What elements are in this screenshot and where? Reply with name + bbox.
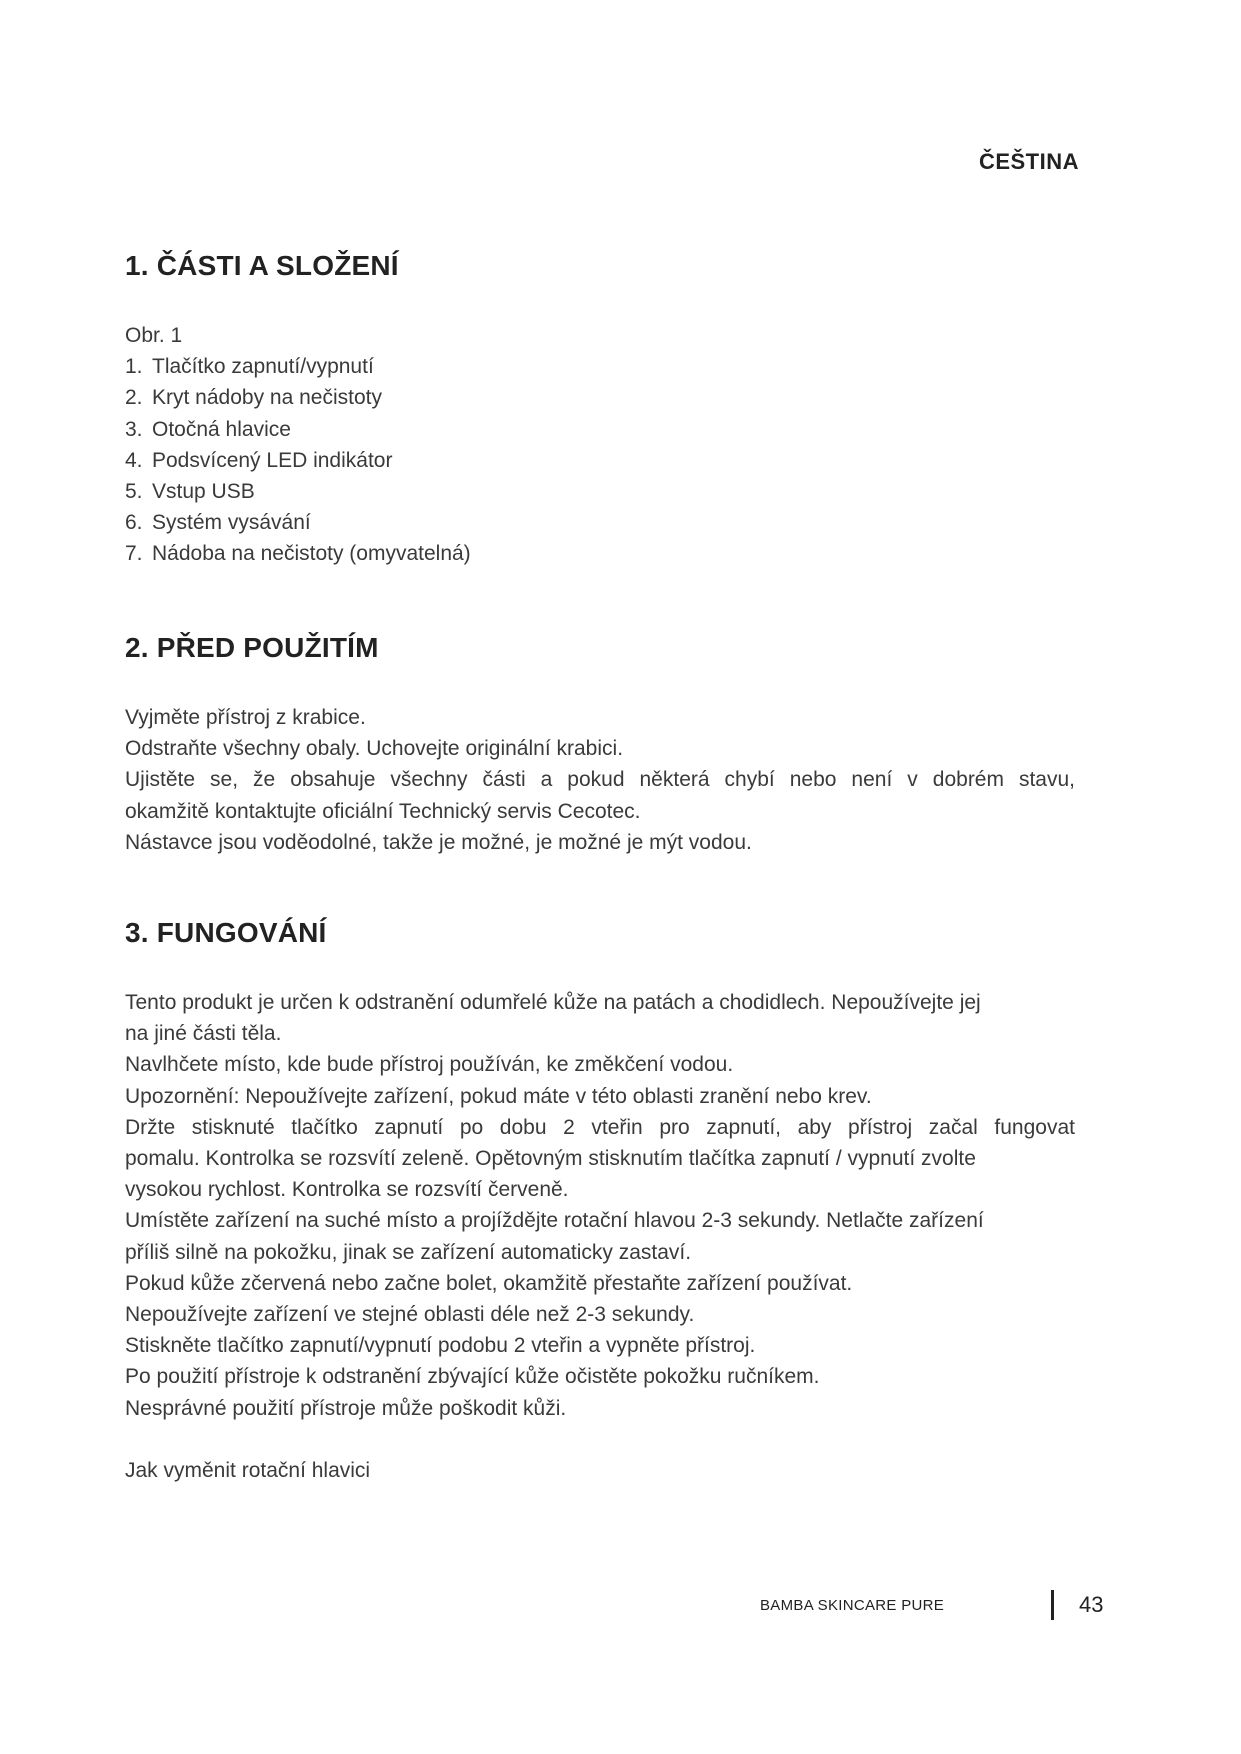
list-text: Vstup USB [152, 480, 255, 504]
paragraph-line: Odstraňte všechny obaly. Uchovejte originální krabici. [125, 737, 624, 761]
parts-list [125, 351, 1075, 569]
paragraph-line: Nesprávné použití přístroje může poškodit kůži. [125, 1396, 567, 1420]
paragraph-line: Upozornění: Nepoužívejte zařízení, pokud máte v této oblasti zranění nebo krev. [125, 1084, 872, 1108]
section-parts [125, 250, 1075, 570]
section-heading: 1. ČÁSTI A SLOŽENÍ [125, 250, 399, 281]
list-item [125, 382, 1075, 413]
list-text: Podsvícený LED indikátor [152, 448, 393, 472]
paragraph-line: okamžitě kontaktujte oficiální Technický servis Cecotec. [125, 799, 641, 823]
list-number: 4. [125, 448, 143, 472]
list-number: 2. [125, 386, 143, 410]
list-item [125, 507, 1075, 538]
paragraph-line: Nepoužívejte zařízení ve stejné oblasti déle než 2-3 sekundy. [125, 1303, 695, 1327]
list-text: Systém vysávání [152, 511, 311, 535]
paragraph-line: Stiskněte tlačítko zapnutí/vypnutí podobu 2 vteřin a vypněte přístroj. [125, 1334, 756, 1358]
paragraph-line: Vyjměte přístroj z krabice. [125, 706, 366, 729]
section-heading: 3. FUNGOVÁNÍ [125, 917, 327, 948]
paragraph-line: Po použití přístroje k odstranění zbývající kůže očistěte pokožku ručníkem. [125, 1365, 820, 1389]
footer-divider [1051, 1590, 1054, 1620]
list-text: Nádoba na nečistoty (omyvatelná) [152, 542, 471, 566]
section-heading: 2. PŘED POUŽITÍM [125, 632, 379, 663]
list-item [125, 414, 1075, 445]
paragraph-line: příliš silně na pokožku, jinak se zařízení automaticky zastaví. [125, 1240, 692, 1264]
list-item [125, 445, 1075, 476]
paragraph-line: Tento produkt je určen k odstranění odumřelé kůže na patách a chodidlech. Nepoužívejte jej [125, 991, 981, 1014]
subheading: Jak vyměnit rotační hlavici [125, 1459, 371, 1483]
list-item [125, 538, 1075, 569]
list-text: Otočná hlavice [152, 417, 291, 441]
paragraph-line: Držte stisknuté tlačítko zapnutí po dobu 2 vteřin pro zapnutí, aby přístroj začal fungovat [125, 1115, 1075, 1139]
list-text: Tlačítko zapnutí/vypnutí [152, 355, 374, 379]
paragraph-line: vysokou rychlost. Kontrolka se rozsvítí červeně. [125, 1178, 569, 1202]
list-number: 6. [125, 511, 143, 535]
list-item [125, 351, 1075, 382]
paragraph-line: pomalu. Kontrolka se rozsvítí zeleně. Opětovným stisknutím tlačítka zapnutí / vypnutí zvolte [125, 1147, 976, 1171]
language-label: ČEŠTINA [978, 149, 1079, 174]
paragraph-line: Nástavce jsou voděodolné, takže je možné, je možné je mýt vodou. [125, 830, 752, 854]
paragraph-line: na jiné části těla. [125, 1022, 282, 1046]
list-text: Kryt nádoby na nečistoty [152, 386, 382, 410]
page-footer [760, 1590, 1120, 1620]
page-number: 43 [1079, 1592, 1104, 1617]
paragraph-line: Umístěte zařízení na suché místo a projíždějte rotační hlavou 2-3 sekundy. Netlačte zařízení [125, 1209, 984, 1233]
spacer [125, 1424, 1075, 1455]
list-item [125, 476, 1075, 507]
product-name: BAMBA SKINCARE PURE [760, 1597, 945, 1614]
list-number: 7. [125, 542, 143, 566]
section-before-use [125, 632, 1075, 858]
list-number: 1. [125, 355, 143, 379]
list-number: 3. [125, 417, 143, 441]
paragraph-line: Ujistěte se, že obsahuje všechny části a pokud některá chybí nebo není v dobrém stavu, [125, 768, 1075, 792]
section-operation [125, 917, 1075, 1486]
figure-label: Obr. 1 [125, 324, 183, 347]
paragraph-line: Navlhčete místo, kde bude přístroj používán, ke změkčení vodou. [125, 1053, 734, 1077]
list-number: 5. [125, 480, 143, 504]
paragraph-line: Pokud kůže zčervená nebo začne bolet, okamžitě přestaňte zařízení používat. [125, 1271, 853, 1295]
